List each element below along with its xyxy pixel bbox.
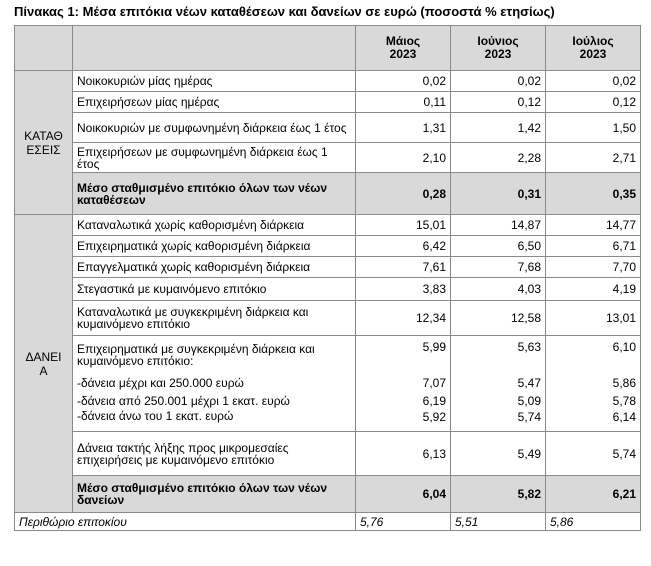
margin-value: 5,86: [546, 513, 641, 531]
row-label: Καταναλωτικά χωρίς καθορισμένη διάρκεια: [73, 215, 356, 236]
row-label: Επιχειρήσεων με συμφωνημένη διάρκεια έως 1 έτος: [73, 143, 356, 173]
table-row: [15, 257, 641, 278]
table-row: [15, 236, 641, 257]
header-blank-cell: [15, 26, 73, 71]
category-deposits: [15, 71, 73, 215]
row-value: 6,42: [356, 236, 451, 257]
column-header: [546, 26, 641, 71]
table-row: [15, 215, 641, 236]
category-line: ΔΑΝΕΙ: [25, 349, 62, 364]
rates-table: [14, 25, 641, 531]
row-value: 6,04: [356, 476, 451, 513]
row-label: -δάνεια από 250.001 μέχρι 1 εκατ. ευρώ: [73, 392, 356, 410]
row-value: 4,19: [546, 278, 641, 301]
column-month: Μάιος: [385, 34, 421, 48]
column-header: [356, 26, 451, 71]
table-row: [15, 432, 641, 476]
table-title: Πίνακας 1: Μέσα επιτόκια νέων καταθέσεων και δανείων σε ευρώ (ποσοστά % ετησίως): [14, 4, 555, 19]
table-row: [15, 278, 641, 301]
table-row: [15, 392, 641, 410]
row-value: 5,49: [451, 432, 546, 476]
row-label: Δάνεια τακτής λήξης προς μικρομεσαίες επιχειρήσεις με κυμαινόμενο επιτόκιο: [73, 432, 356, 476]
row-value: 12,58: [451, 301, 546, 336]
row-value: 6,21: [546, 476, 641, 513]
column-month: Ιούλιος: [572, 34, 614, 48]
row-value: 13,01: [546, 301, 641, 336]
margin-value: 5,76: [356, 513, 451, 531]
total-row-loans: [15, 476, 641, 513]
row-label: Καταναλωτικά με συγκεκριμένη διάρκεια και κυμαινόμενο επιτόκιο: [73, 301, 356, 336]
row-value: 5,74: [546, 432, 641, 476]
row-value: 3,83: [356, 278, 451, 301]
row-value: 5,78: [546, 392, 641, 410]
row-value: 14,77: [546, 215, 641, 236]
row-label: Επιχειρήσεων μίας ημέρας: [73, 92, 356, 113]
row-value: 5,92: [356, 410, 451, 432]
row-value: 6,14: [546, 410, 641, 432]
category-line: Α: [39, 363, 48, 378]
column-year: 2023: [579, 47, 607, 61]
category-loans: [15, 215, 73, 513]
row-value: 5,63: [451, 336, 546, 374]
row-value: 4,03: [451, 278, 546, 301]
row-value: 6,71: [546, 236, 641, 257]
header-label-cell: [73, 26, 356, 71]
table-row: [15, 143, 641, 173]
margin-value: 5,51: [451, 513, 546, 531]
row-value: 1,42: [451, 113, 546, 143]
row-label: -δάνεια άνω του 1 εκατ. ευρώ: [73, 410, 356, 432]
row-label: Μέσο σταθμισμένο επιτόκιο όλων των νέων καταθέσεων: [73, 173, 356, 215]
row-label: -δάνεια μέχρι και 250.000 ευρώ: [73, 374, 356, 392]
row-value: 2,71: [546, 143, 641, 173]
row-label: Νοικοκυριών μίας ημέρας: [73, 71, 356, 92]
row-value: 0,12: [451, 92, 546, 113]
row-value: 15,01: [356, 215, 451, 236]
column-year: 2023: [484, 47, 512, 61]
row-value: 6,10: [546, 336, 641, 374]
table-row: [15, 113, 641, 143]
column-month: Ιούνιος: [477, 34, 519, 48]
table-row: [15, 301, 641, 336]
category-line: ΕΣΕΙΣ: [26, 142, 61, 157]
column-year: 2023: [389, 47, 417, 61]
row-value: 0,12: [546, 92, 641, 113]
row-value: 5,47: [451, 374, 546, 392]
row-value: 2,28: [451, 143, 546, 173]
row-value: 5,09: [451, 392, 546, 410]
row-value: 14,87: [451, 215, 546, 236]
row-value: 0,28: [356, 173, 451, 215]
row-value: 7,07: [356, 374, 451, 392]
row-value: 12,34: [356, 301, 451, 336]
table-row: [15, 71, 641, 92]
row-value: 0,02: [546, 71, 641, 92]
table-row: [15, 92, 641, 113]
table-row: [15, 374, 641, 392]
row-label: Νοικοκυριών με συμφωνημένη διάρκεια έως 1 έτος: [73, 113, 356, 143]
row-label: Στεγαστικά με κυμαινόμενο επιτόκιο: [73, 278, 356, 301]
row-value: 6,50: [451, 236, 546, 257]
row-value: 7,61: [356, 257, 451, 278]
total-row-deposits: [15, 173, 641, 215]
category-line: ΚΑΤΑΘ: [24, 128, 63, 143]
row-value: 1,31: [356, 113, 451, 143]
row-value: 5,99: [356, 336, 451, 374]
row-value: 0,02: [451, 71, 546, 92]
row-value: 7,70: [546, 257, 641, 278]
row-value: 5,74: [451, 410, 546, 432]
row-label: Μέσο σταθμισμένο επιτόκιο όλων των νέων δανείων: [73, 476, 356, 513]
row-value: 2,10: [356, 143, 451, 173]
row-value: 1,50: [546, 113, 641, 143]
header-row: [15, 26, 641, 71]
row-value: 0,31: [451, 173, 546, 215]
row-value: 6,13: [356, 432, 451, 476]
table-row: [15, 336, 641, 374]
row-label: Επιχειρηματικά με συγκεκριμένη διάρκεια και κυμαινόμενο επιτόκιο:: [73, 336, 356, 374]
row-value: 7,68: [451, 257, 546, 278]
column-header: [451, 26, 546, 71]
row-value: 0,02: [356, 71, 451, 92]
row-value: 6,19: [356, 392, 451, 410]
margin-row: [15, 513, 641, 531]
row-value: 0,35: [546, 173, 641, 215]
table-row: [15, 410, 641, 432]
margin-label: Περιθώριο επιτοκίου: [15, 513, 356, 531]
row-label: Επιχειρηματικά χωρίς καθορισμένη διάρκεια: [73, 236, 356, 257]
row-label: Επαγγελματικά χωρίς καθορισμένη διάρκεια: [73, 257, 356, 278]
row-value: 5,86: [546, 374, 641, 392]
row-value: 0,11: [356, 92, 451, 113]
row-value: 5,82: [451, 476, 546, 513]
